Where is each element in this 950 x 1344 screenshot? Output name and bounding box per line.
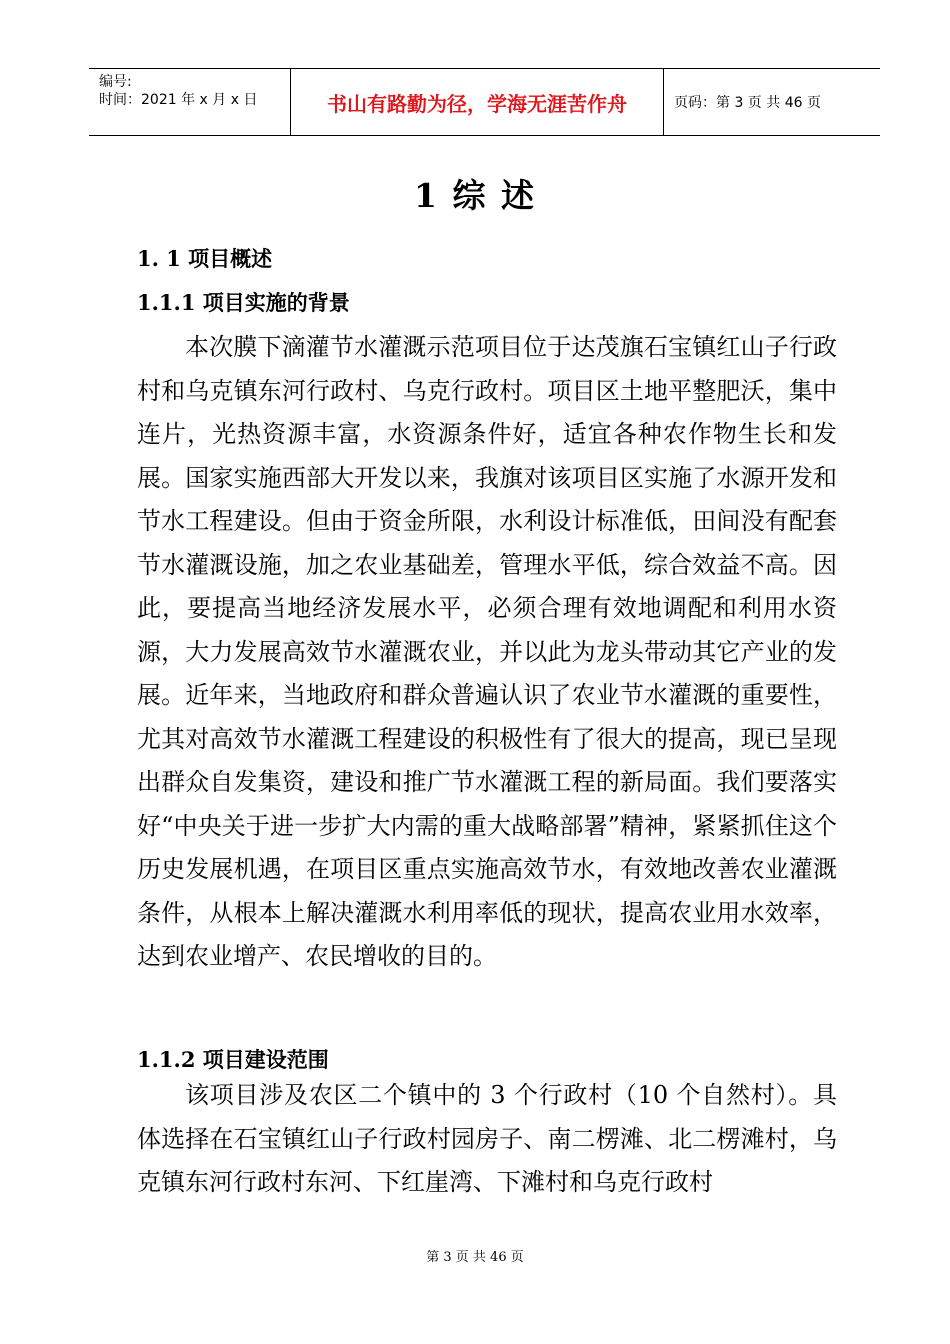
header-motto: 书山有路勤为径，学海无涯苦作舟 [291, 69, 664, 135]
section-heading-1-1-2: 1.1.2 项目建设范围 [137, 1047, 329, 1072]
scope-paragraph: 该项目涉及农区二个镇中的 3 个行政村（10 个自然村）。具体选择在石宝镇红山子行政村园房子、南二楞滩、北二楞滩村，乌克镇东河行政村东河、下红崖湾、下滩村和乌克行政村 [137, 1081, 837, 1196]
background-paragraph: 本次膜下滴灌节水灌溉示范项目位于达茂旗石宝镇红山子行政村和乌克镇东河行政村、乌克行政村。项目区土地平整肥沃，集中连片，光热资源丰富，水资源条件好，适宜各种农作物生长和发展。国家实施西部大开发以来，我旗对该项目区实施了水源开发和节水工程建设。但由于资金所限，水利设计标准低，田间没有配套节水灌溉设施，加之农业基础差，管理水平低，综合效益不高。因此，要提高当地经济发展水平，必须合理有效地调配和利用水资源，大力发展高效节水灌溉农业，并以此为龙头带动其它产业的发展。近年来，当地政府和群众普遍认识了农业节水灌溉的重要性，尤其对高效节水灌溉工程建设的积极性有了很大的提高，现已呈现出群众自发集资，建设和推广节水灌溉工程的新局面。我们要落实好“中央关于进一步扩大内需的重大战略部署”精神，紧紧抓住这个历史发展机遇，在项目区重点实施高效节水，有效地改善农业灌溉条件，从根本上解决灌溉水利用率低的现状，提高农业用水效率，达到农业增产、农民增收的目的。 [137, 333, 837, 970]
header-table [89, 68, 880, 136]
document-time-label: 时间：2021 年 x 月 x 日 [99, 92, 258, 108]
header-meta-cell [89, 69, 291, 135]
header-page-label: 页码：第 3 页 共 46 页 [674, 95, 821, 111]
section-heading-1-1: 1. 1 项目概述 [137, 246, 273, 271]
chapter-title: 1 综 述 [414, 176, 536, 215]
document-number-label: 编号: [99, 74, 132, 90]
page-footer: 第 3 页 共 46 页 [426, 1250, 524, 1265]
section-heading-1-1-1: 1.1.1 项目实施的背景 [137, 290, 350, 315]
